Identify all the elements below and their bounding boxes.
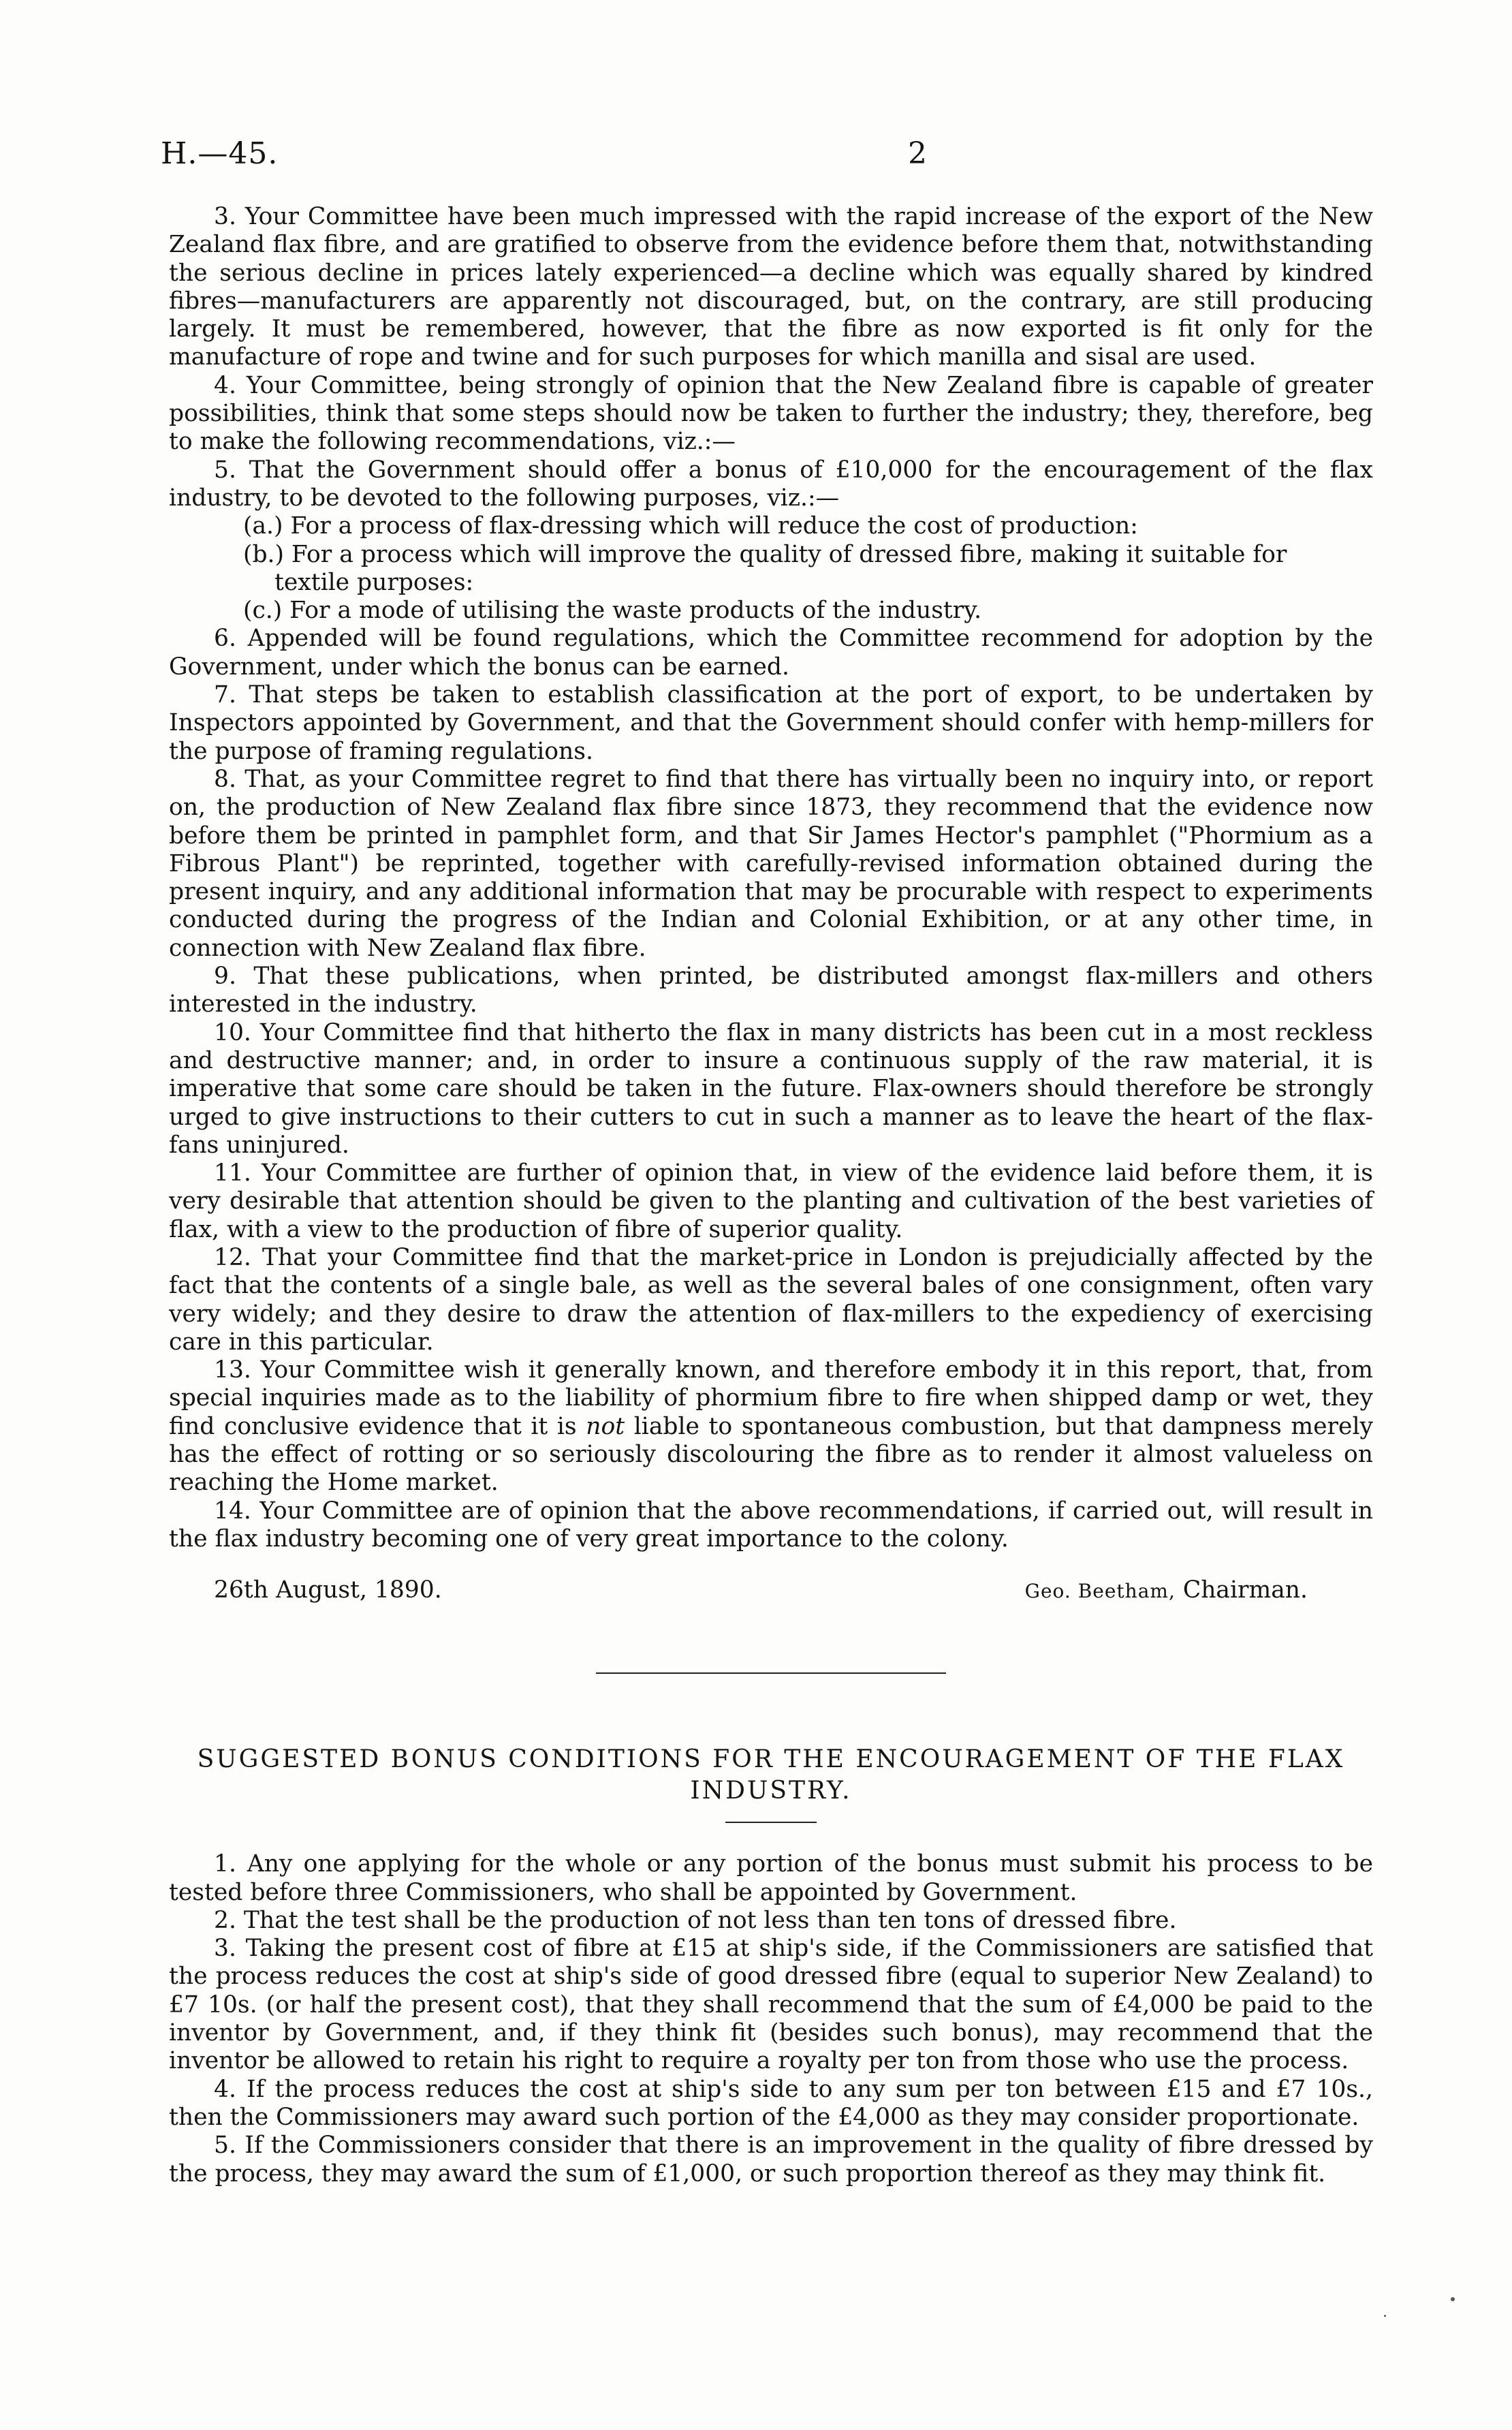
signature-block bbox=[169, 1572, 1373, 1609]
sub-item-a: (a.) For a process of flax-dressing which will reduce the cost of production: bbox=[243, 512, 1138, 540]
sub-item-b bbox=[169, 541, 1373, 597]
page-header bbox=[161, 136, 1373, 184]
paragraph-9: 9. That these publications, when printed, be distributed amongst flax-millers and others interested in the industry. bbox=[169, 963, 1373, 1018]
condition-3: 3. Taking the present cost of fibre at £15 at ship's side, if the Commissioners are satisfied that the process reduces the cost at ship's side of good dressed fibre (equal to superior New Zealand) to £7 10s. (or half the present cost), that they shall recommend that the sum of £4,000 be paid to the inventor by Government, and, if they think fit (besides such bonus), may recommend that the inventor be allowed to retain his right to require a royalty per ton from those who use the process. bbox=[169, 1935, 1373, 2075]
sub-item-b-line-1: (b.) For a process which will improve the quality of dressed fibre, making it suitable for bbox=[243, 540, 1287, 568]
section-divider bbox=[596, 1672, 946, 1674]
paragraph-3: 3. Your Committee have been much impressed with the rapid increase of the export of the New Zealand flax fibre, and are gratified to observe from the evidence before them that, notwithstanding the serious decline in prices lately experienced—a decline which was equally shared by kindred fibres—manufacturers are apparently not discouraged, but, on the contrary, are still producing largely. It must be remembered, however, that the fibre as now exported is fit only for the manufacture of rope and twine and for such purposes for which manilla and sisal are used. bbox=[169, 203, 1373, 371]
sub-item-b-line-2: textile purposes: bbox=[274, 568, 474, 596]
report-date: 26th August, 1890. bbox=[214, 1576, 442, 1604]
paragraph-8: 8. That, as your Committee regret to find that there has virtually been no inquiry into, or report on, the production of New Zealand flax fibre since 1873, they recommend that the evidence now before them be printed in pamphlet form, and that Sir James Hector's pamphlet ("Phormium as a Fibrous Plant") be reprinted, together with carefully-revised information obtained during the present inquiry, and any additional information that may be procurable with respect to experiments conducted during the progress of the Indian and Colonial Exhibition, or at any other time, in connection with New Zealand flax fibre. bbox=[169, 765, 1373, 962]
scan-speck bbox=[1384, 2315, 1386, 2317]
condition-2: 2. That the test shall be the production of not less than ten tons of dressed fibre. bbox=[214, 1906, 1177, 1934]
paragraph-11: 11. Your Committee are further of opinion that, in view of the evidence laid before them, it is very desirable that attention should be given to the planting and cultivation of the best varieties of flax, with a view to the production of fibre of superior quality. bbox=[169, 1159, 1373, 1243]
paragraph-5: 5. That the Government should offer a bonus of £10,000 for the encouragement of the flax industry, to be devoted to the following purposes, viz.:— bbox=[169, 456, 1373, 512]
sub-item-c: (c.) For a mode of utilising the waste products of the industry. bbox=[243, 597, 982, 625]
signer-name: Geo. Beetham, bbox=[1024, 1580, 1176, 1603]
emphasis-not: not bbox=[586, 1412, 625, 1440]
title-underline bbox=[725, 1822, 817, 1823]
document-reference: H.—45. bbox=[161, 136, 279, 171]
signer-role: Chairman. bbox=[1182, 1576, 1308, 1604]
paragraph-6: 6. Appended will be found regulations, which the Committee recommend for adoption by the Government, under which the bonus can be earned. bbox=[169, 625, 1373, 681]
paragraph-7: 7. That steps be taken to establish classification at the port of export, to be undertaken by Inspectors appointed by Government, and that the Government should confer with hemp-millers for the purpose of framing regulations. bbox=[169, 681, 1373, 765]
page-number: 2 bbox=[908, 136, 927, 171]
condition-4: 4. If the process reduces the cost at ship's side to any sum per ton between £15 and £7 10s., then the Commissioners may award such portion of the £4,000 as they may consider proportionate. bbox=[169, 2075, 1373, 2131]
paragraph-14: 14. Your Committee are of opinion that the above recommendations, if carried out, will result in the flax industry becoming one of very great importance to the colony. bbox=[169, 1497, 1373, 1553]
paragraph-10: 10. Your Committee find that hitherto the flax in many districts has been cut in a most reckless and destructive manner; and, in order to insure a continuous supply of the raw material, it is imperative that some care should be taken in the future. Flax-owners should therefore be strongly urged to give instructions to their cutters to cut in such a manner as to leave the heart of the flax-fans uninjured. bbox=[169, 1018, 1373, 1159]
paragraph-4: 4. Your Committee, being strongly of opinion that the New Zealand fibre is capable of greater possibilities, think that some steps should now be taken to further the industry; they, therefore, beg to make the following recommendations, viz.:— bbox=[169, 371, 1373, 456]
paragraph-13 bbox=[169, 1356, 1373, 1497]
paragraph-12: 12. That your Committee find that the market-price in London is prejudicially affected by the fact that the contents of a single bale, as well as the several bales of one consignment, often vary very widely; and they desire to draw the attention of flax-millers to the expediency of exercising care in this particular. bbox=[169, 1243, 1373, 1356]
bonus-conditions-title: SUGGESTED BONUS CONDITIONS FOR THE ENCOURAGEMENT OF THE FLAX INDUSTRY. bbox=[197, 1745, 1345, 1805]
paragraph-13-text-continued: liable to spontaneous combustion, but that dampness merely has the effect of rotting or so seriously discolouring the fibre as to render it almost valueless on reaching the Home market. bbox=[169, 1412, 1373, 1497]
document-body bbox=[169, 203, 1373, 2188]
chairman-signature bbox=[1025, 1576, 1308, 1605]
condition-5: 5. If the Commissioners consider that there is an improvement in the quality of fibre dressed by the process, they may award the sum of £1,000, or such proportion thereof as they may think fit. bbox=[169, 2132, 1373, 2187]
scan-speck bbox=[1451, 2297, 1455, 2301]
condition-1: 1. Any one applying for the whole or any portion of the bonus must submit his process to be tested before three Commissioners, who shall be appointed by Government. bbox=[169, 1850, 1373, 1906]
paragraph-13-text: 13. Your Committee wish it generally known, and therefore embody it in this report, that, from special inquiries made as to the liability of phormium fibre to fire when shipped damp or wet, they find conclusive evidence that it is bbox=[169, 1356, 1373, 1440]
